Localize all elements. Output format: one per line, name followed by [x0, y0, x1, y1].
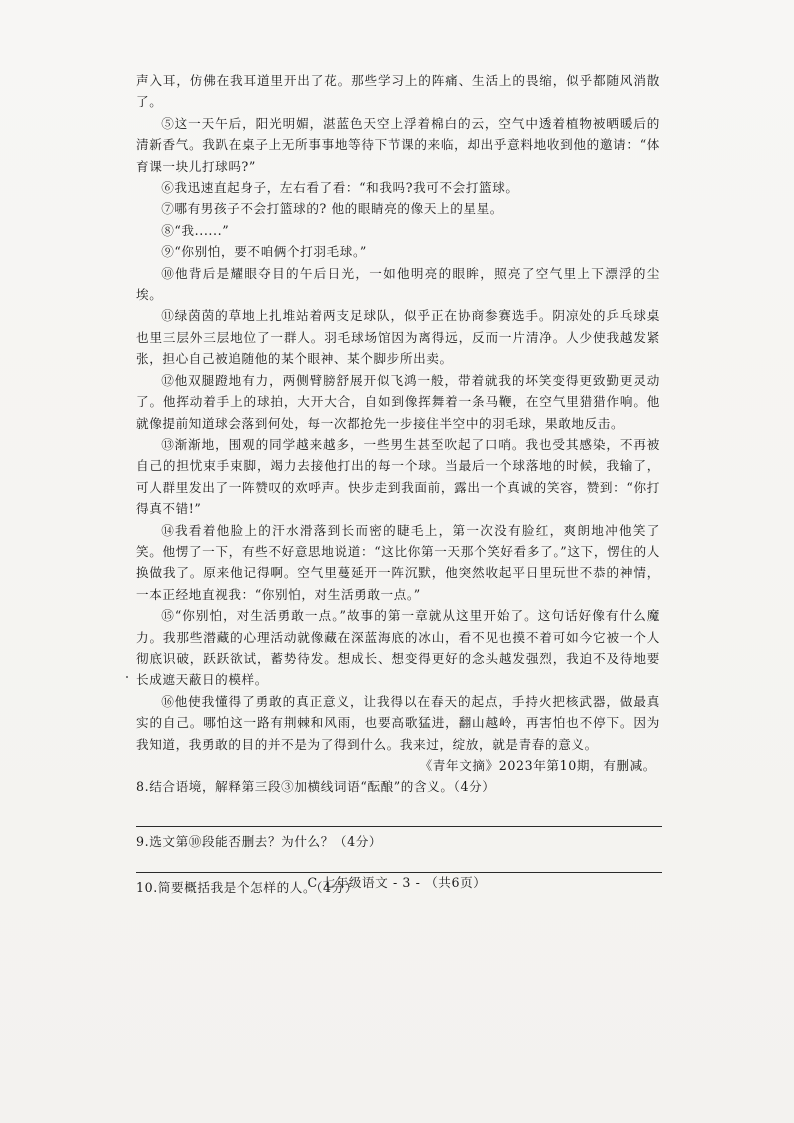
answer-line-q8[interactable]	[136, 798, 662, 827]
scan-speck	[126, 676, 128, 678]
source-citation: 《青年文摘》2023年第10期，有删减。	[419, 758, 656, 773]
paragraph-9: ⑨“你别怕，要不咱俩个打羽毛球。”	[161, 244, 367, 260]
paragraph-13: ⑬渐渐地，围观的同学越来越多，一些男生甚至吹起了口哨。我也受其感染，不再被自己的担忧束手束脚，竭力去接他打出的每一个球。当最后一个球落地的时候，我输了，可人群里发出了一阵赞叹的欢呼声。快步走到我面前，露出一个真诚的笑容，赞到：“你打得真不错!”	[136, 436, 660, 517]
question-8: 8.结合语境，解释第三段③加横线词语“酝酿”的含义。（4分）	[136, 779, 496, 795]
paragraph-16: ⑯他使我懂得了勇敢的真正意义，让我得以在春天的起点，手持火把核武器，做最真实的自己。哪怕这一路有荆棘和风雨，也要高歌猛进，翻山越岭，再害怕也不停下。因为我知道，我勇敢的目的并不是为了得到什么。我来过，绽放，就是青春的意义。	[136, 693, 660, 752]
paragraph-10: ⑩他背后是耀眼夺目的午后日光，一如他明亮的眼眸，照亮了空气里上下漂浮的尘埃。	[136, 265, 660, 303]
question-10: 10.简要概括我是个怎样的人。（4分）	[136, 880, 359, 896]
question-9: 9.选文第⑩段能否删去？为什么？（4分）	[136, 833, 383, 849]
paragraph-15: ⑮“你别怕，对生活勇敢一点。”故事的第一章就从这里开始了。这句话好像有什么魔力。我那些潜藏的心理活动就像藏在深蓝海底的冰山，看不见也摸不着可如今它被一个人彻底识破，跃跃欲试，蓄势待发。想成长、想变得更好的念头越发强烈，我迫不及待地要长成遮天蔽日的模样。	[136, 608, 660, 688]
paragraph-11: ⑪绿茵茵的草地上扎堆站着两支足球队，似乎正在协商参赛选手。阴凉处的乒乓球桌也里三层外三层地位了一群人。羽毛球场馆因为离得远，反而一片清净。人少使我越发紧张，担心自己被追随他的某个眼神、某个脚步所出卖。	[136, 308, 660, 367]
paragraph-5: ⑤这一天午后，阳光明媚，湛蓝色天空上浮着棉白的云，空气中透着植物被晒暖后的清新香气。我趴在桌子上无所事事地等待下节课的来临，却出乎意料地收到他的邀请：“体育课一块儿打球吗?”	[136, 115, 660, 174]
paragraph-14: ⑭我看着他脸上的汗水滑落到长而密的睫毛上，第一次没有脸红，爽朗地冲他笑了笑。他愣了一下，有些不好意思地说道：“这比你第一天那个笑好看多了。”这下，愣住的人换做我了。原来他记得啊。空气里蔓延开一阵沉默，他突然收起平日里玩世不恭的神情，一本正经地直视我：“你别怕，对生活勇敢一点。”	[136, 522, 660, 602]
paragraph-7: ⑦哪有男孩子不会打篮球的? 他的眼睛亮的像天上的星星。	[161, 201, 503, 217]
paragraph-12: ⑫他双腿蹬地有力，两侧臂膀舒展开似飞鸿一般，带着就我的坏笑变得更致勤更灵动了。他挥动着手上的球拍，大开大合，自如到像挥舞着一条马鞭，在空气里猎猎作响。他就像提前知道球会落到何处，每一次都抢先一步接住半空中的羽毛球，果敢地反击。	[136, 372, 660, 431]
reading-passage	[136, 70, 660, 899]
paragraph-6: ⑥我迅速直起身子，左右看了看：“和我吗?我可不会打篮球。	[161, 180, 519, 196]
answer-line-q9[interactable]	[136, 852, 662, 873]
paragraph-continued: 声入耳，仿佛在我耳道里开出了花。那些学习上的阵痛、生活上的畏缩，似乎都随风消散了。	[136, 73, 660, 110]
page-footer: C 七年级语文 - 3 - （共6页）	[307, 875, 487, 890]
paragraph-8: ⑧“我......”	[161, 222, 230, 238]
